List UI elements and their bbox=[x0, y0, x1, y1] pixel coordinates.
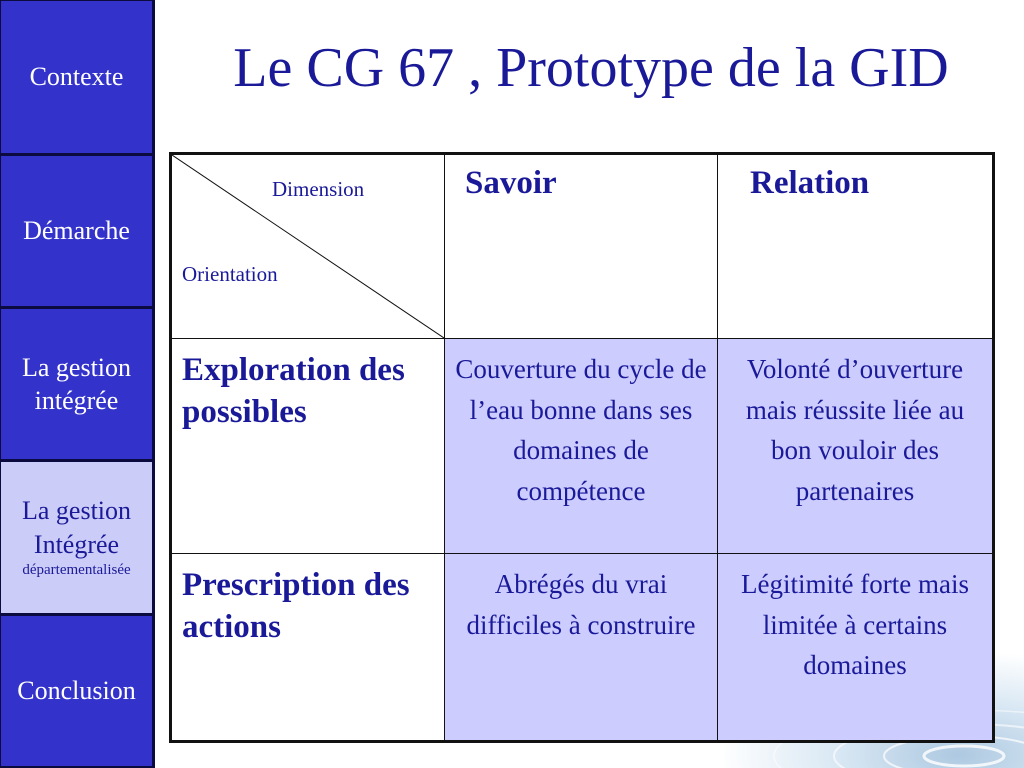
nav-item-label: Démarche bbox=[23, 216, 130, 246]
nav-item-gestion-integree[interactable] bbox=[0, 308, 153, 461]
nav-item-gestion-departementalisee[interactable] bbox=[0, 461, 153, 615]
table-header-row bbox=[171, 154, 994, 339]
column-header-savoir: Savoir bbox=[445, 154, 718, 339]
table-row bbox=[171, 339, 994, 554]
gid-matrix-table bbox=[169, 152, 995, 743]
cell-prescription-savoir: Abrégés du vrai difficiles à construire bbox=[445, 554, 718, 742]
cell-prescription-relation: Légitimité forte mais limitée à certains domaines bbox=[718, 554, 994, 742]
slide-title: Le CG 67 , Prototype de la GID bbox=[233, 37, 949, 99]
cell-exploration-savoir: Couverture du cycle de l’eau bonne dans ses domaines de compétence bbox=[445, 339, 718, 554]
table-row bbox=[171, 554, 994, 742]
dimension-label: Dimension bbox=[272, 177, 365, 201]
nav-item-conclusion[interactable] bbox=[0, 615, 153, 768]
corner-cell bbox=[171, 154, 445, 339]
nav-item-label: Contexte bbox=[29, 62, 124, 92]
nav-item-label: Conclusion bbox=[17, 676, 136, 706]
column-header-relation: Relation bbox=[718, 154, 994, 339]
cell-exploration-relation: Volonté d’ouverture mais réussite liée au bon vouloir des partenaires bbox=[718, 339, 994, 554]
orientation-label: Orientation bbox=[182, 262, 278, 286]
sidebar-divider bbox=[153, 0, 155, 768]
nav-item-label: La gestion intégrée bbox=[21, 352, 132, 415]
sidebar-nav bbox=[0, 0, 155, 768]
row-header-exploration: Exploration des possibles bbox=[171, 339, 445, 554]
row-header-prescription: Prescription des actions bbox=[171, 554, 445, 742]
nav-item-demarche[interactable] bbox=[0, 155, 153, 308]
nav-item-contexte[interactable] bbox=[0, 0, 153, 155]
nav-item-sublabel: départementalisée bbox=[22, 562, 131, 579]
nav-item-label: La gestion Intégrée bbox=[21, 496, 132, 559]
